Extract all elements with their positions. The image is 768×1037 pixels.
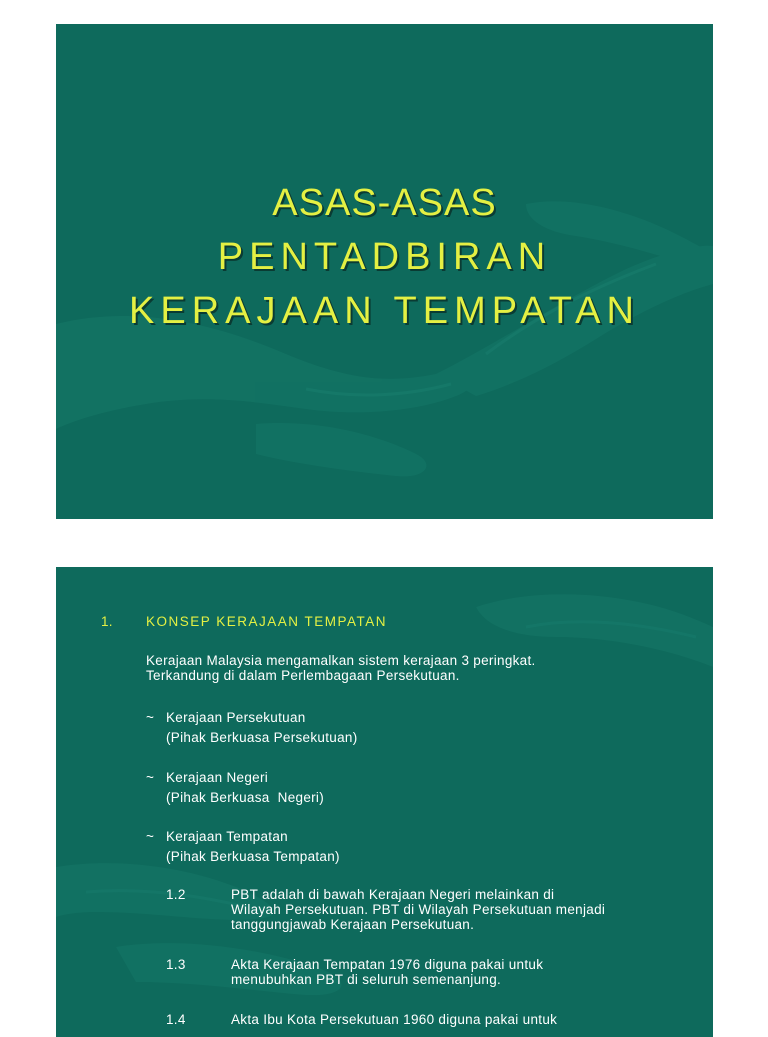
level-authority: (Pihak Berkuasa Persekutuan)	[166, 730, 358, 745]
point-line: tanggungjawab Kerajaan Persekutuan.	[231, 917, 475, 932]
level-authority: (Pihak Berkuasa Tempatan)	[166, 849, 340, 864]
intro-line: Terkandung di dalam Perlembagaan Persekutuan.	[146, 668, 460, 683]
level-item	[166, 826, 340, 866]
level-item	[166, 707, 358, 747]
point-number: 1.3	[166, 957, 186, 972]
level-authority: (Pihak Berkuasa Negeri)	[166, 790, 325, 805]
point-line: Akta Ibu Kota Persekutuan 1960 diguna pakai untuk	[231, 1012, 558, 1027]
slide-body	[56, 567, 713, 1037]
section-number: 1.	[101, 614, 113, 629]
bullet-tilde: ~	[146, 770, 155, 785]
title-slide	[56, 24, 713, 519]
point-line: Akta Kerajaan Tempatan 1976 diguna pakai untuk	[231, 957, 544, 972]
level-name: Kerajaan Negeri	[166, 770, 269, 785]
title-line-2: PENTADBIRAN	[217, 236, 552, 278]
point-text	[231, 957, 543, 987]
point-line: menubuhkan PBT di seluruh semenanjung.	[231, 972, 502, 987]
point-number: 1.4	[166, 1012, 186, 1027]
level-item	[166, 767, 324, 807]
point-line: PBT adalah di bawah Kerajaan Negeri melainkan di	[231, 887, 555, 902]
level-name: Kerajaan Tempatan	[166, 829, 288, 844]
content-slide	[56, 567, 713, 1037]
point-number: 1.2	[166, 887, 186, 902]
point-text	[231, 1012, 557, 1027]
title-line-3: KERAJAAN TEMPATAN	[129, 290, 640, 332]
point-line: Wilayah Persekutuan. PBT di Wilayah Persekutuan menjadi	[231, 902, 606, 917]
section-heading: KONSEP KERAJAAN TEMPATAN	[146, 614, 388, 629]
intro-paragraph	[146, 653, 536, 683]
slide-title	[56, 176, 713, 338]
level-name: Kerajaan Persekutuan	[166, 710, 306, 725]
bullet-tilde: ~	[146, 829, 155, 844]
intro-line: Kerajaan Malaysia mengamalkan sistem kerajaan 3 peringkat.	[146, 653, 536, 668]
title-line-1: ASAS-ASAS	[272, 182, 497, 224]
point-text	[231, 887, 605, 932]
bullet-tilde: ~	[146, 710, 155, 725]
